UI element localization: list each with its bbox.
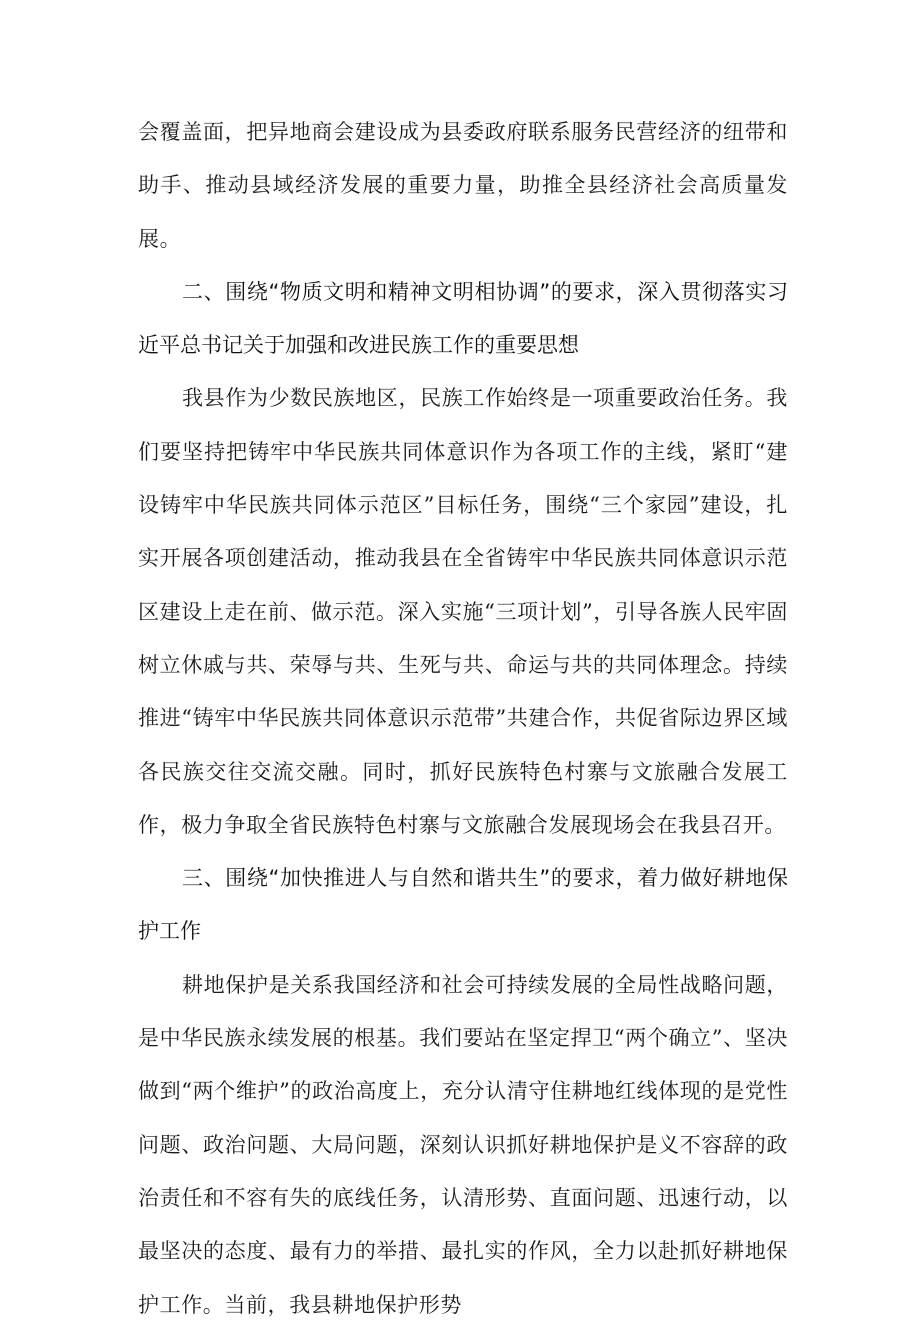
- section-heading-three: 三、围绕“加快推进人与自然和谐共生”的要求，着力做好耕地保护工作: [138, 866, 788, 944]
- body-paragraph-ethnic-work: 我县作为少数民族地区，民族工作始终是一项重要政治任务。我们要坚持把铸牢中华民族共同体意识作为各项工作的主线，紧盯“建设铸牢中华民族共同体示范区”目标任务，围绕“三个家园”建设，扎实开展各项创建活动，推动我县在全省铸牢中华民族共同体意识示范区建设上走在前、做示范。深入实施“三项计划”，引导各族人民牢固树立休戚与共、荣辱与共、生死与共、命运与共的共同体理念。持续推进“铸牢中华民族共同体意识示范带”共建合作，共促省际边界区域各民族交往交流交融。同时，抓好民族特色村寨与文旅融合发展工作，极力争取全省民族特色村寨与文旅融合发展现场会在我县召开。: [138, 386, 788, 837]
- body-paragraph-continuation: 会覆盖面，把异地商会建设成为县委政府联系服务民营经济的纽带和助手、推动县域经济发展的重要力量，助推全县经济社会高质量发展。: [138, 120, 788, 251]
- body-paragraph-farmland-protection: 耕地保护是关系我国经济和社会可持续发展的全局性战略问题，是中华民族永续发展的根基。我们要站在坚定捍卫“两个确立”、坚决做到“两个维护”的政治高度上，充分认清守住耕地红线体现的是党性问题、政治问题、大局问题，深刻认识抓好耕地保护是义不容辞的政治责任和不容有失的底线任务，认清形势、直面问题、迅速行动，以最坚决的态度、最有力的举措、最扎实的作风，全力以赴抓好耕地保护工作。当前，我县耕地保护形势: [138, 972, 788, 1317]
- section-heading-two: 二、围绕“物质文明和精神文明相协调”的要求，深入贯彻落实习近平总书记关于加强和改进民族工作的重要思想: [138, 279, 788, 358]
- document-body: [138, 106, 788, 1332]
